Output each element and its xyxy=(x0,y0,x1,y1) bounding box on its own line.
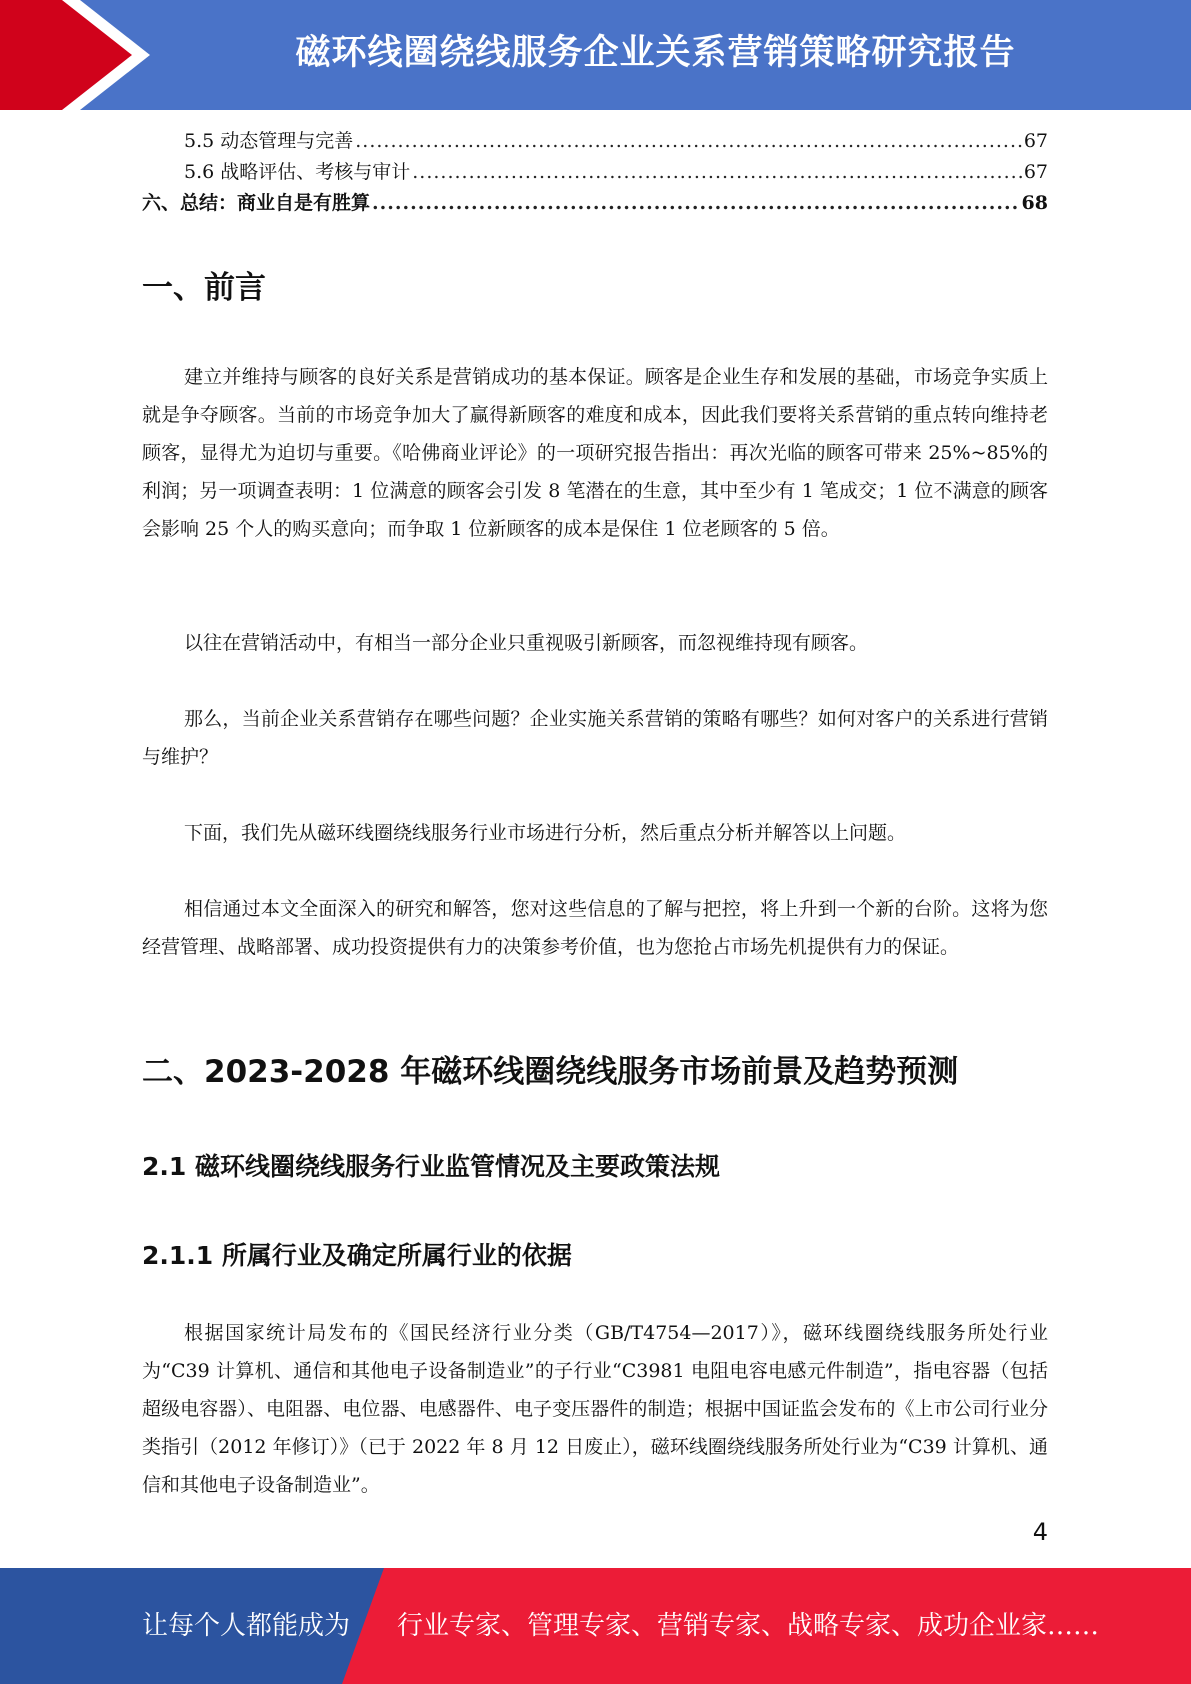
toc-entry-label: 六、总结：商业自是有胜算 xyxy=(142,192,371,214)
toc-entry[interactable] xyxy=(142,188,1048,219)
paragraph: 建立并维持与顾客的良好关系是营销成功的基本保证。顾客是企业生存和发展的基础，市场竞争实质上就是争夺顾客。当前的市场竞争加大了赢得新顾客的难度和成本，因此我们要将关系营销的重点转向维持老顾客，显得尤为迫切与重要。《哈佛商业评论》的一项研究报告指出：再次光临的顾客可带来 25%~85%的利润；另一项调查表明：1 位满意的顾客会引发 8 笔潜在的生意，其中至少有 1 笔成交；1 位不满意的顾客会影响 25 个人的购买意向；而争取 1 位新顾客的成本是保住 1 位老顾客的 5 倍。 xyxy=(142,366,1048,540)
page-number: 4 xyxy=(1032,1518,1048,1546)
paragraph: 那么，当前企业关系营销存在哪些问题？企业实施关系营销的策略有哪些？如何对客户的关系进行营销与维护？ xyxy=(142,708,1048,768)
paragraph: 根据国家统计局发布的《国民经济行业分类（GB/T4754—2017）》，磁环线圈绕线服务所处行业为“C39 计算机、通信和其他电子设备制造业”的子行业“C3981 电阻电容电感元件制造”，指电容器（包括超级电容器）、电阻器、电位器、电感器件、电子变压器件的制造；根据中国证监会发布的《上市公司行业分类指引（2012 年修订）》（已于 2022 年 8 月 12 日废止），磁环线圈绕线服务所处行业为“C39 计算机、通信和其他电子设备制造业”。 xyxy=(142,1322,1048,1496)
report-title: 磁环线圈绕线服务企业关系营销策略研究报告 xyxy=(295,33,1016,73)
subsection-heading: 2.1 磁环线圈绕线服务行业监管情况及主要政策法规 xyxy=(142,1152,720,1181)
chevron-logo-icon xyxy=(0,0,132,110)
paragraph: 相信通过本文全面深入的研究和解答，您对这些信息的了解与把控，将上升到一个新的台阶。这将为您经营管理、战略部署、成功投资提供有力的决策参考价值，也为您抢占市场先机提供有力的保证。 xyxy=(142,898,1048,958)
footer-slogan-left: 让每个人都能成为 xyxy=(142,1611,351,1641)
toc-leader xyxy=(355,126,1022,157)
toc-leader xyxy=(412,157,1022,188)
header-banner xyxy=(0,0,1191,110)
toc-entry-page: 67 xyxy=(1023,130,1048,152)
paragraph: 下面，我们先从磁环线圈绕线服务行业市场进行分析，然后重点分析并解答以上问题。 xyxy=(184,822,907,844)
toc-entry[interactable] xyxy=(142,126,1048,157)
section-heading-preface: 一、前言 xyxy=(142,270,266,306)
toc-entry-page: 67 xyxy=(1023,161,1048,183)
toc-entry-label: 5.6 战略评估、考核与审计 xyxy=(184,161,411,183)
footer-slogan-right: 行业专家、管理专家、营销专家、战略专家、成功企业家…… xyxy=(397,1611,1100,1641)
subsubsection-heading: 2.1.1 所属行业及确定所属行业的依据 xyxy=(142,1241,572,1270)
paragraph: 以往在营销活动中，有相当一部分企业只重视吸引新顾客，而忽视维持现有顾客。 xyxy=(184,632,869,654)
toc-entry-label: 5.5 动态管理与完善 xyxy=(184,130,354,152)
toc-entry-page: 68 xyxy=(1021,192,1048,214)
footer-banner xyxy=(0,1568,1191,1684)
section-heading-outlook: 二、2023-2028 年磁环线圈绕线服务市场前景及趋势预测 xyxy=(142,1054,959,1090)
toc-leader xyxy=(372,188,1020,219)
toc-entry[interactable] xyxy=(142,157,1048,188)
table-of-contents xyxy=(142,126,1048,219)
